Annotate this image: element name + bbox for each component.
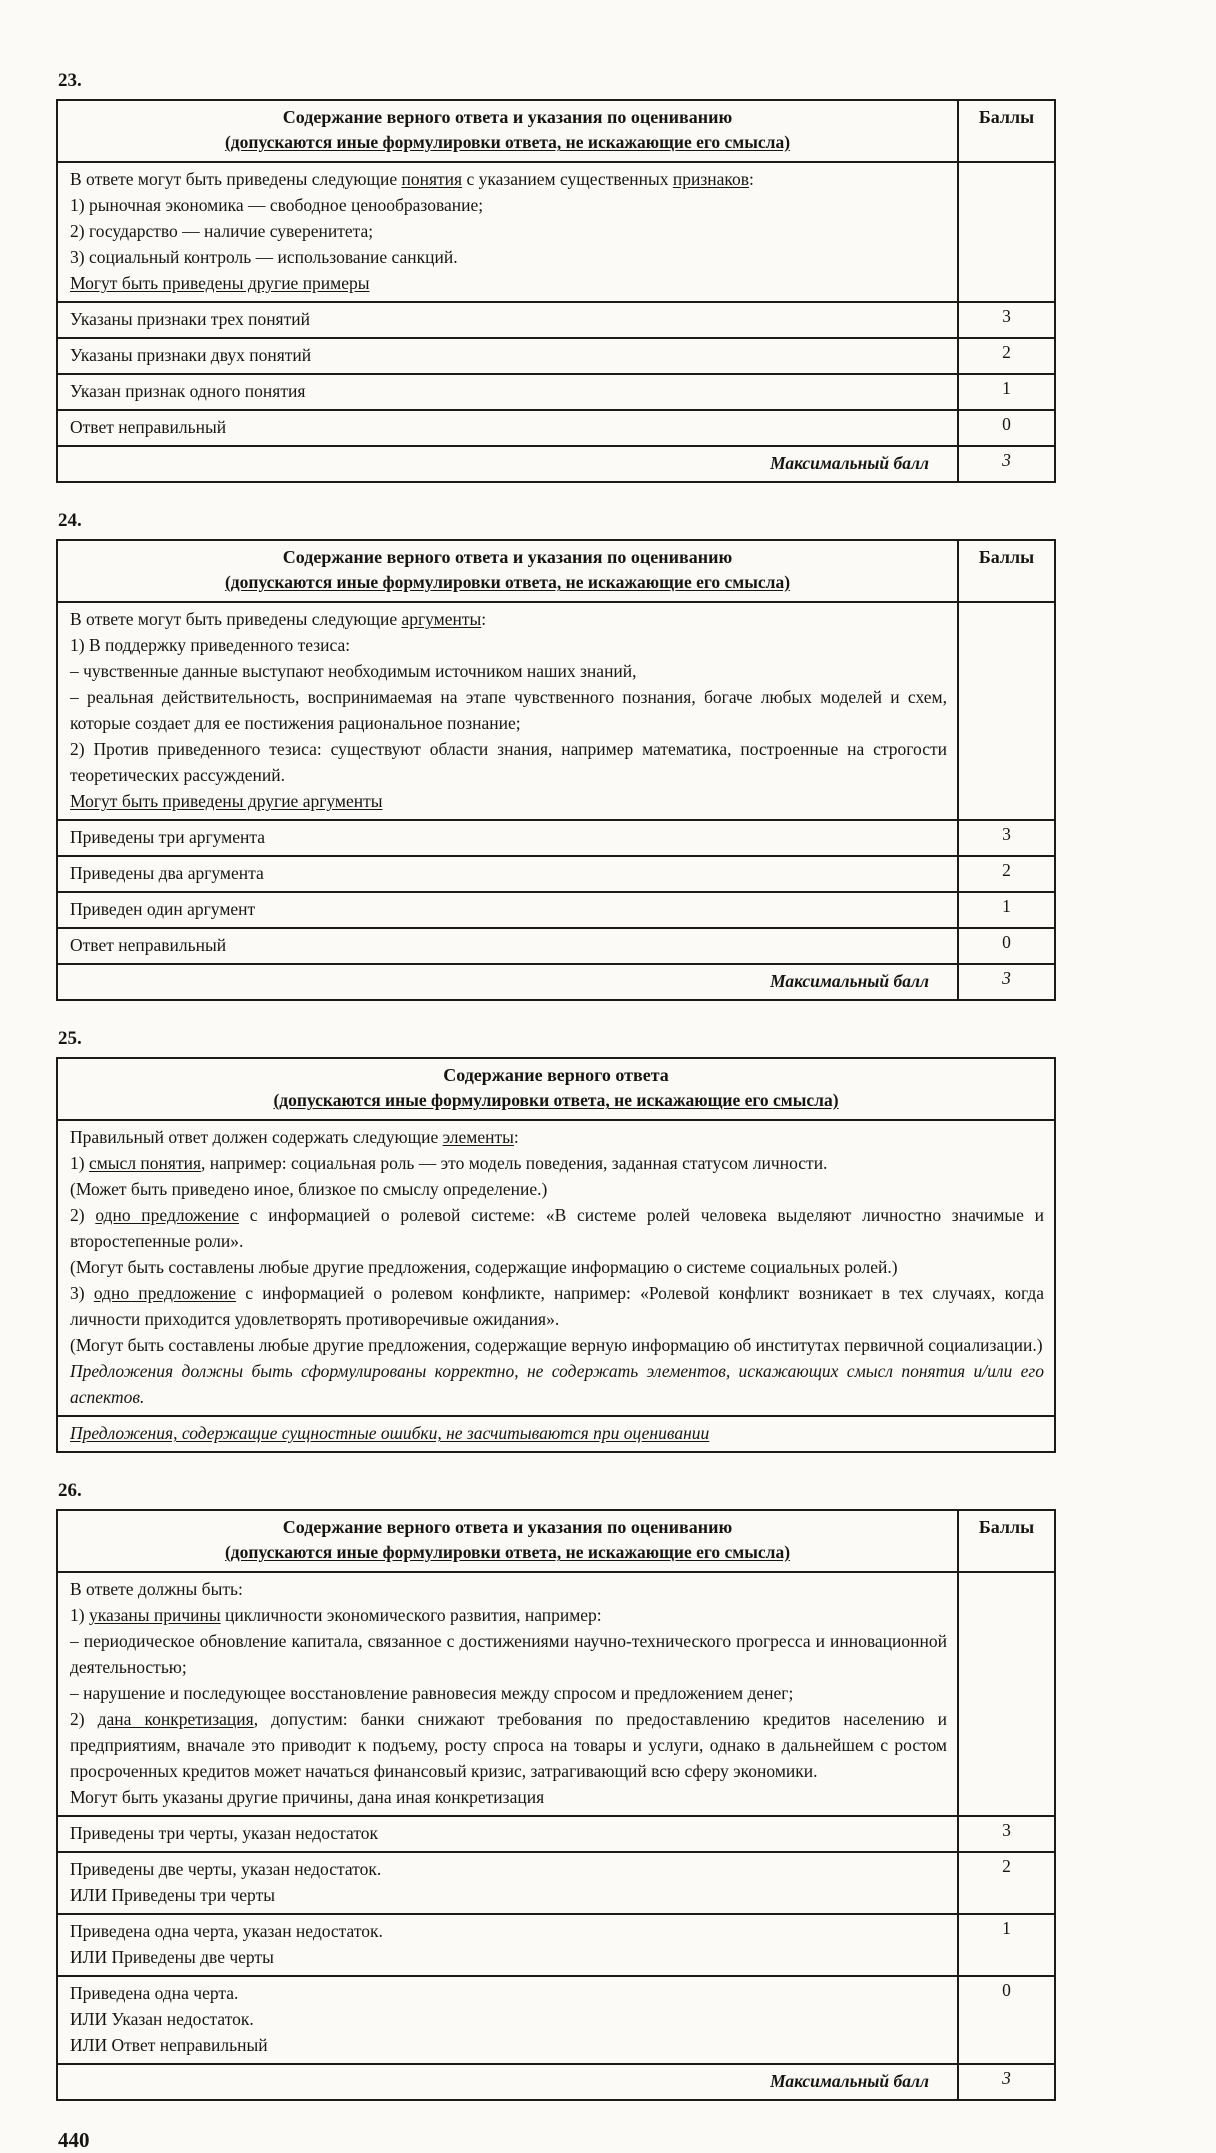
text-line: [70, 218, 947, 244]
text-segment: Ответ неправильный: [70, 417, 227, 437]
answer-content-cell: [57, 602, 958, 820]
text-segment: (Могут быть составлены любые другие предложения, содержащие верную информацию об институтах первичной социализации.): [70, 1335, 1043, 1355]
text-line: [70, 1784, 947, 1810]
text-line: [70, 2006, 947, 2032]
text-line: [70, 1856, 947, 1882]
criterion-row: [57, 928, 1055, 964]
text-segment: 2): [70, 1709, 98, 1729]
text-segment: 1) рыночная экономика — свободное ценообразование;: [70, 195, 484, 215]
criterion-row: [57, 338, 1055, 374]
item-number: 26.: [58, 1480, 82, 1501]
answer-content-cell: [57, 162, 958, 302]
text-line: [70, 1882, 947, 1908]
table-title: Содержание верного ответа и указания по оцениванию: [282, 107, 733, 127]
table-header-cell: [57, 1058, 1055, 1120]
text-segment: 2) государство — наличие суверенитета;: [70, 221, 374, 241]
text-segment: , например: социальная роль — это модель поведения, заданная статусом личности.: [201, 1153, 828, 1173]
text-line: [70, 1254, 1044, 1280]
answer-content-row: [57, 1572, 1055, 1816]
text-line: [70, 896, 947, 922]
text-segment: :: [481, 609, 487, 629]
text-segment: , допустим: банки снижают требования по предоставлению кредитов населению и предприятиям, вначале это приводит к подъему, росту спроса на товары и услуги, однако в дальнейшем с ростом просроченных кредитов может начаться финансовый кризис, затрагивающий всю сферу экономики.: [70, 1709, 948, 1781]
text-segment: (Может быть приведено иное, близкое по смыслу определение.): [70, 1179, 548, 1199]
text-segment: 1): [70, 1153, 89, 1173]
text-segment: с указанием существенных: [462, 169, 673, 189]
item-number: 25.: [58, 1028, 82, 1049]
max-score-label: Максимальный балл: [57, 964, 958, 1000]
criterion-points: 0: [958, 928, 1055, 964]
text-segment: – нарушение и последующее восстановление равновесия между спросом и предложением денег;: [70, 1683, 794, 1703]
item-number: 23.: [58, 70, 82, 91]
text-segment: – реальная действительность, воспринимаемая на этапе чувственного познания, богаче любых моделей и схем, которые создает для ее постижения рациональное познание;: [70, 687, 947, 733]
criterion-points: 1: [958, 892, 1055, 928]
criterion-label: [57, 1416, 1055, 1452]
text-line: [70, 1150, 1044, 1176]
text-line: [70, 1628, 947, 1680]
answer-content-row: [57, 1120, 1055, 1416]
table-subtitle: (допускаются иные формулировки ответа, не искажающие его смысла): [224, 572, 791, 592]
text-line: [70, 1176, 1044, 1202]
points-cell-empty: [958, 602, 1055, 820]
text-segment: 3) социальный контроль — использование санкций.: [70, 247, 458, 267]
item-number: 24.: [58, 510, 82, 531]
text-segment: Могут быть приведены другие аргументы: [70, 791, 383, 811]
text-segment: Предложения, содержащие сущностные ошибки, не засчитываются при оценивании: [70, 1423, 710, 1443]
criterion-points: 1: [958, 374, 1055, 410]
text-segment: Могут быть приведены другие примеры: [70, 273, 370, 293]
text-line: [70, 932, 947, 958]
text-line: [70, 244, 947, 270]
text-segment: признаков: [672, 169, 750, 189]
text-line: [70, 414, 947, 440]
text-line: [70, 166, 947, 192]
text-line: [70, 1280, 1044, 1332]
score-table: [56, 1057, 1056, 1453]
criterion-label: [57, 892, 958, 928]
text-segment: Приведен один аргумент: [70, 899, 256, 919]
text-line: [70, 1944, 947, 1970]
text-line: [70, 1980, 947, 2006]
points-cell-empty: [958, 162, 1055, 302]
text-line: [70, 270, 947, 296]
max-score-row: [57, 2064, 1055, 2100]
table-header-cell: [57, 100, 958, 162]
criterion-label: [57, 338, 958, 374]
criterion-row: [57, 856, 1055, 892]
text-segment: Ответ неправильный: [70, 935, 227, 955]
criterion-row: [57, 1816, 1055, 1852]
text-segment: ИЛИ Приведены три черты: [70, 1885, 275, 1905]
criterion-label: [57, 1976, 958, 2064]
text-line: [70, 1602, 947, 1628]
score-table: [56, 99, 1056, 483]
criterion-row: [57, 1914, 1055, 1976]
max-score-row: [57, 964, 1055, 1000]
text-line: [70, 2032, 947, 2058]
criterion-row: [57, 1852, 1055, 1914]
answer-content-row: [57, 162, 1055, 302]
max-score-label: Максимальный балл: [57, 446, 958, 482]
criterion-row: [57, 302, 1055, 338]
text-segment: смысл понятия: [88, 1153, 202, 1173]
text-line: [70, 788, 947, 814]
text-line: [70, 658, 947, 684]
table-header-row: [57, 1058, 1055, 1120]
text-segment: Приведены две черты, указан недостаток.: [70, 1859, 382, 1879]
criterion-points: 1: [958, 1914, 1055, 1976]
max-score-points: 3: [958, 446, 1055, 482]
points-column-header: Баллы: [958, 1510, 1055, 1572]
text-segment: В ответе могут быть приведены следующие: [70, 609, 402, 629]
text-line: [70, 860, 947, 886]
text-line: [70, 1358, 1044, 1410]
criterion-row: [57, 1416, 1055, 1452]
text-line: [70, 1820, 947, 1846]
text-segment: с информацией о ролевом конфликте, например: «Ролевой конфликт возникает в тех случаях, когда личности приходится удовлетворять противоречивые ожидания».: [70, 1283, 1044, 1329]
text-segment: Приведены два аргумента: [70, 863, 264, 883]
criterion-points: 0: [958, 410, 1055, 446]
score-table: [56, 539, 1056, 1001]
text-segment: (Могут быть составлены любые другие предложения, содержащие информацию о системе социальных ролей.): [70, 1257, 898, 1277]
criterion-points: 2: [958, 338, 1055, 374]
criterion-points: 0: [958, 1976, 1055, 2064]
text-segment: 2): [70, 1205, 96, 1225]
text-segment: :: [513, 1127, 519, 1147]
text-segment: Правильный ответ должен содержать следующие: [70, 1127, 443, 1147]
text-line: [70, 1420, 1044, 1446]
text-line: [70, 306, 947, 332]
criterion-row: [57, 820, 1055, 856]
table-header-row: [57, 100, 1055, 162]
text-line: [70, 1918, 947, 1944]
text-segment: одно предложение: [95, 1205, 240, 1225]
answer-content-row: [57, 602, 1055, 820]
text-segment: – периодическое обновление капитала, связанное с достижениями научно-технического прогресса и инновационной деятельностью;: [70, 1631, 947, 1677]
table-subtitle: (допускаются иные формулировки ответа, не искажающие его смысла): [224, 1542, 791, 1562]
table-subtitle: (допускаются иные формулировки ответа, не искажающие его смысла): [224, 132, 791, 152]
table-title: Содержание верного ответа и указания по оцениванию: [282, 1517, 733, 1537]
criterion-points: 2: [958, 1852, 1055, 1914]
text-segment: одно предложение: [93, 1283, 237, 1303]
criterion-points: 3: [958, 302, 1055, 338]
text-segment: Указан признак одного понятия: [70, 381, 306, 401]
criterion-label: [57, 374, 958, 410]
max-score-row: [57, 446, 1055, 482]
document-content: [56, 70, 1056, 2101]
text-segment: – чувственные данные выступают необходимым источником наших знаний,: [70, 661, 637, 681]
table-subtitle: (допускаются иные формулировки ответа, не искажающие его смысла): [273, 1090, 839, 1110]
text-line: [70, 342, 947, 368]
max-score-label: Максимальный балл: [57, 2064, 958, 2100]
points-cell-empty: [958, 1572, 1055, 1816]
text-segment: :: [749, 169, 754, 189]
text-line: [70, 632, 947, 658]
text-segment: Указаны признаки трех понятий: [70, 309, 310, 329]
criterion-row: [57, 892, 1055, 928]
text-line: [70, 1576, 947, 1602]
criterion-label: [57, 410, 958, 446]
text-segment: Указаны признаки двух понятий: [70, 345, 312, 365]
text-segment: Приведены три аргумента: [70, 827, 266, 847]
criterion-points: 2: [958, 856, 1055, 892]
text-segment: ИЛИ Ответ неправильный: [70, 2035, 268, 2055]
text-line: [70, 684, 947, 736]
criterion-label: [57, 1914, 958, 1976]
score-table: [56, 1509, 1056, 2101]
text-segment: Могут быть указаны другие причины, дана иная конкретизация: [70, 1787, 545, 1807]
text-segment: Приведены три черты, указан недостаток: [70, 1823, 378, 1843]
answer-content-cell: [57, 1572, 958, 1816]
criterion-label: [57, 1852, 958, 1914]
text-segment: аргументы: [401, 609, 482, 629]
text-line: [70, 606, 947, 632]
table-header-row: [57, 540, 1055, 602]
text-line: [70, 1332, 1044, 1358]
text-segment: дана конкретизация: [97, 1709, 254, 1729]
criterion-points: 3: [958, 820, 1055, 856]
text-segment: Предложения должны быть сформулированы корректно, не содержать элементов, искажающих смысл понятия и/или его аспектов.: [70, 1361, 1044, 1407]
text-segment: ИЛИ Указан недостаток.: [70, 2009, 254, 2029]
page-number: 440: [58, 2128, 90, 2152]
text-line: [70, 1124, 1044, 1150]
table-header-cell: [57, 540, 958, 602]
points-column-header: Баллы: [958, 540, 1055, 602]
max-score-points: 3: [958, 964, 1055, 1000]
table-header-cell: [57, 1510, 958, 1572]
criterion-points: 3: [958, 1816, 1055, 1852]
text-line: [70, 378, 947, 404]
text-segment: с информацией о ролевой системе: «В системе ролей человека выделяют личностно значимые и второстепенные роли».: [70, 1205, 1045, 1251]
text-line: [70, 824, 947, 850]
text-segment: В ответе должны быть:: [70, 1579, 243, 1599]
text-segment: 3): [70, 1283, 94, 1303]
text-segment: В ответе могут быть приведены следующие: [70, 169, 402, 189]
text-line: [70, 1680, 947, 1706]
text-segment: цикличности экономического развития, например:: [220, 1605, 602, 1625]
table-header-row: [57, 1510, 1055, 1572]
text-segment: 2) Против приведенного тезиса: существуют области знания, например математика, построенные на строгости теоретических рассуждений.: [70, 739, 947, 785]
text-segment: 1) В поддержку приведенного тезиса:: [70, 635, 351, 655]
table-title: Содержание верного ответа и указания по оцениванию: [282, 547, 733, 567]
text-segment: указаны причины: [88, 1605, 221, 1625]
criterion-row: [57, 410, 1055, 446]
text-segment: ИЛИ Приведены две черты: [70, 1947, 274, 1967]
text-segment: элементы: [442, 1127, 514, 1147]
text-segment: Приведена одна черта.: [70, 1983, 239, 2003]
answer-content-cell: [57, 1120, 1055, 1416]
table-title: Содержание верного ответа: [443, 1065, 669, 1085]
text-segment: Приведена одна черта, указан недостаток.: [70, 1921, 383, 1941]
text-line: [70, 192, 947, 218]
text-segment: понятия: [401, 169, 463, 189]
criterion-label: [57, 928, 958, 964]
criterion-label: [57, 856, 958, 892]
text-line: [70, 1706, 947, 1784]
criterion-row: [57, 374, 1055, 410]
text-line: [70, 1202, 1044, 1254]
points-column-header: Баллы: [958, 100, 1055, 162]
criterion-row: [57, 1976, 1055, 2064]
criterion-label: [57, 1816, 958, 1852]
max-score-points: 3: [958, 2064, 1055, 2100]
criterion-label: [57, 302, 958, 338]
text-segment: 1): [70, 1605, 89, 1625]
text-line: [70, 736, 947, 788]
criterion-label: [57, 820, 958, 856]
